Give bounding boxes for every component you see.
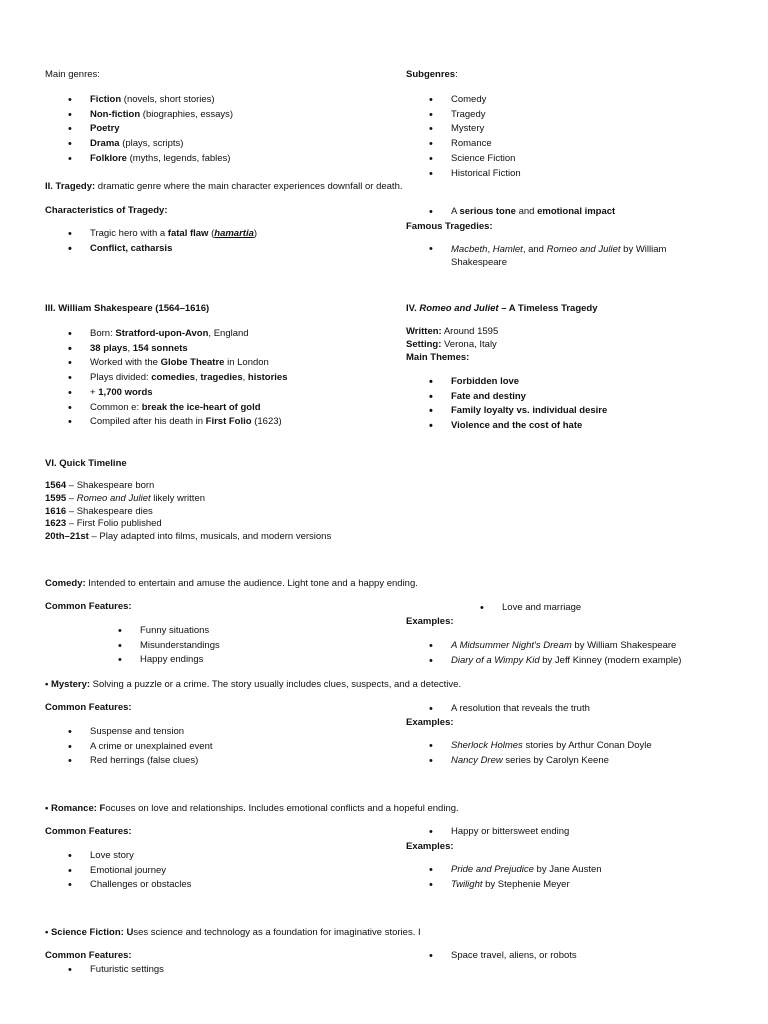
- list-item: • Science Fiction: [451, 152, 521, 167]
- romance-features-label: Common Features:: [45, 826, 132, 837]
- list-item: • 38 plays, 154 sonnets: [90, 342, 288, 357]
- list-item: • Mystery: [451, 122, 521, 137]
- timeline-heading: VI. Quick Timeline: [45, 458, 127, 469]
- main-genres-section: [45, 68, 233, 167]
- list-item: • Challenges or obstacles: [90, 878, 191, 893]
- timeline-row: 1595 – Romeo and Juliet likely written: [45, 492, 206, 504]
- list-item: • Comedy: [451, 93, 521, 108]
- timeline-row: 20th–21st – Play adapted into films, musicals, and modern versions: [45, 531, 332, 543]
- list-item: • Romance: [451, 137, 521, 152]
- list-item: • Folklore (myths, legends, fables): [90, 152, 233, 167]
- list-item: • Fate and destiny: [451, 390, 607, 405]
- hamartia-term: hamartia: [214, 228, 254, 239]
- tragedy-right-column: [406, 205, 701, 270]
- list-item: • Worked with the Globe Theatre in London: [90, 356, 288, 371]
- list-item: • Love story: [90, 849, 191, 864]
- list-item: • Futuristic settings: [90, 963, 164, 978]
- scifi-features-label: Common Features:: [45, 950, 132, 961]
- list-item: • Violence and the cost of hate: [451, 419, 607, 434]
- list-item: • Funny situations: [140, 624, 220, 639]
- list-item: • Common e: break the ice-heart of gold: [90, 401, 288, 416]
- list-item: • A Midsummer Night's Dream by William Shakespeare: [451, 639, 681, 654]
- timeline-section: [45, 457, 331, 544]
- main-genres-list: [90, 93, 233, 167]
- romance-extra-list: [451, 825, 569, 840]
- list-item: • Sherlock Holmes stories by Arthur Conan Doyle: [451, 739, 652, 754]
- mystery-examples-list: [451, 739, 652, 768]
- comedy-examples-label: Examples:: [406, 616, 454, 627]
- tragedy-characteristics: [45, 204, 257, 256]
- list-item: • Poetry: [90, 122, 233, 137]
- timeline-row: 1623 – First Folio published: [45, 518, 162, 530]
- list-item: • Non-fiction (biographies, essays): [90, 108, 233, 123]
- shakespeare-list: [90, 327, 288, 430]
- characteristics-list: [90, 227, 257, 256]
- characteristics-label: Characteristics of Tragedy:: [45, 205, 168, 216]
- subgenres-section: [406, 68, 521, 181]
- themes-list: [451, 375, 607, 434]
- list-item: • Space travel, aliens, or robots: [451, 949, 577, 964]
- list-item: • Tragedy: [451, 108, 521, 123]
- list-item: • Compiled after his death in First Folio (1623): [90, 415, 288, 430]
- list-item: • + 1,700 words: [90, 386, 288, 401]
- timeline-row: 1564 – Shakespeare born: [45, 480, 155, 491]
- list-item: • Family loyalty vs. individual desire: [451, 404, 607, 419]
- romance-examples-label: Examples:: [406, 841, 454, 852]
- tragedy-extra-list: [451, 205, 701, 220]
- subgenres-label: Subgenres:: [406, 69, 458, 80]
- list-item: • Macbeth, Hamlet, and Romeo and Juliet by William Shakespeare: [451, 243, 701, 270]
- list-item: • Forbidden love: [451, 375, 607, 390]
- list-item: • Red herrings (false clues): [90, 754, 213, 769]
- mystery-heading: • Mystery: Solving a puzzle or a crime. The story usually includes clues, suspects, and a detective.: [45, 679, 462, 690]
- shakespeare-heading: III. William Shakespeare (1564–1616): [45, 303, 210, 314]
- list-item: • Historical Fiction: [451, 167, 521, 182]
- romance-features-list: [90, 849, 191, 893]
- list-item: • Suspense and tension: [90, 725, 213, 740]
- scifi-extra-list: [451, 949, 577, 964]
- romeo-juliet-section: [406, 302, 607, 434]
- list-item: • Pride and Prejudice by Jane Austen: [451, 863, 602, 878]
- list-item: • Happy endings: [140, 653, 220, 668]
- comedy-examples-list: [451, 639, 681, 668]
- list-item: • Nancy Drew series by Carolyn Keene: [451, 754, 652, 769]
- written-line: Written: Around 1595: [406, 326, 499, 337]
- romance-examples-list: [451, 863, 602, 892]
- mystery-features-list: [90, 725, 213, 769]
- comedy-extra-list: [502, 601, 581, 616]
- list-item: • Plays divided: comedies, tragedies, histories: [90, 371, 288, 386]
- list-item: • Happy or bittersweet ending: [451, 825, 569, 840]
- list-item: • Fiction (novels, short stories): [90, 93, 233, 108]
- setting-line: Setting: Verona, Italy: [406, 339, 497, 350]
- mystery-extra-list: [451, 702, 590, 717]
- famous-tragedies-list: [451, 243, 701, 270]
- main-genres-label: Main genres:: [45, 69, 100, 80]
- subgenres-list: [451, 93, 521, 181]
- famous-tragedies-label: Famous Tragedies:: [406, 220, 493, 232]
- mystery-features-label: Common Features:: [45, 702, 132, 713]
- main-themes-label: Main Themes:: [406, 352, 470, 363]
- comedy-features-label: Common Features:: [45, 601, 132, 612]
- list-item: • A serious tone and emotional impact: [451, 205, 701, 220]
- list-item: • A crime or unexplained event: [90, 740, 213, 755]
- scifi-heading: • Science Fiction: Uses science and technology as a foundation for imaginative stories. I: [45, 927, 421, 938]
- mystery-examples-label: Examples:: [406, 717, 454, 728]
- romeo-juliet-heading: IV. Romeo and Juliet – A Timeless Tragedy: [406, 303, 598, 314]
- list-item: • Love and marriage: [502, 601, 581, 616]
- list-item: • A resolution that reveals the truth: [451, 702, 590, 717]
- list-item: • Drama (plays, scripts): [90, 137, 233, 152]
- shakespeare-section: [45, 302, 288, 430]
- comedy-heading: Comedy: Intended to entertain and amuse the audience. Light tone and a happy ending.: [45, 578, 418, 589]
- tragedy-heading: II. Tragedy: dramatic genre where the main character experiences downfall or death.: [45, 181, 403, 192]
- list-item: • Conflict, catharsis: [90, 242, 257, 257]
- list-item: • Born: Stratford-upon-Avon, England: [90, 327, 288, 342]
- timeline-row: 1616 – Shakespeare dies: [45, 505, 153, 517]
- scifi-features-list: [90, 963, 164, 978]
- list-item: • Diary of a Wimpy Kid by Jeff Kinney (modern example): [451, 654, 681, 669]
- comedy-features-list: [140, 624, 220, 668]
- list-item: • Tragic hero with a fatal flaw (hamartia): [90, 227, 257, 242]
- list-item: • Misunderstandings: [140, 639, 220, 654]
- list-item: • Emotional journey: [90, 864, 191, 879]
- romance-heading: • Romance: Focuses on love and relationships. Includes emotional conflicts and a hopeful ending.: [45, 803, 459, 814]
- list-item: • Twilight by Stephenie Meyer: [451, 878, 602, 893]
